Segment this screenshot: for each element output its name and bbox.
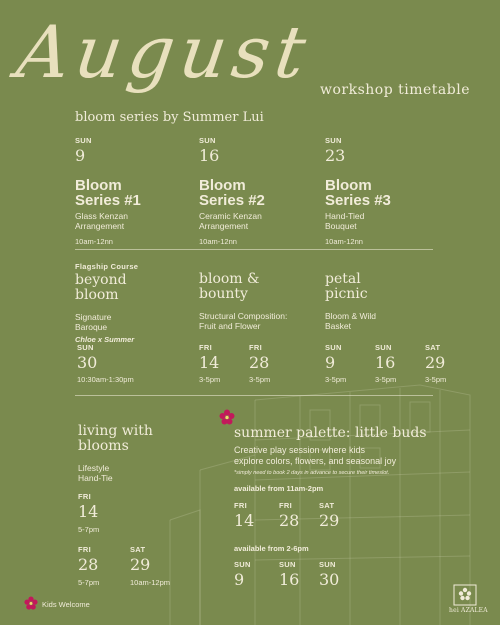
month-title: August — [12, 10, 317, 94]
bloom-bounty-session-1 — [199, 343, 220, 384]
little-buds-title: summer palette: little buds — [234, 425, 427, 441]
bloom-bounty-session-2 — [249, 343, 270, 384]
little-buds-group1-session-2 — [279, 501, 299, 529]
day-label: FRI — [199, 343, 212, 352]
date-number: 30 — [77, 353, 98, 372]
day-label: SUN — [77, 343, 94, 352]
desc-line1: Signature — [75, 312, 112, 322]
date-number: 29 — [319, 511, 340, 530]
day-label: FRI — [78, 545, 91, 554]
desc-line1: Bloom & Wild — [325, 311, 377, 321]
flagship-title-line2: bloom — [75, 287, 119, 303]
day-label: SAT — [130, 545, 146, 554]
living-session-1 — [78, 492, 99, 534]
bloom-title-line1: Bloom — [325, 177, 372, 194]
bloom-title-line1: Bloom — [75, 177, 122, 194]
desc-line2: Arrangement — [75, 221, 125, 231]
desc-line1: Hand-Tied — [325, 211, 365, 221]
time-range: 10am-12nn — [75, 237, 113, 246]
desc-line1: Structural Composition: — [199, 311, 288, 321]
brand-name: hei AZALEA — [449, 607, 488, 614]
day-label: SUN — [319, 560, 336, 569]
living-title-line1: living with — [78, 423, 153, 439]
bloom-series-2 — [199, 136, 309, 246]
little-buds-group1-session-3 — [319, 501, 339, 529]
day-label: SUN — [199, 136, 216, 145]
time-range: 10am-12pm — [130, 578, 171, 587]
little-buds-description — [234, 445, 454, 476]
time-range: 10:30am-1:30pm — [77, 375, 134, 384]
living-session-3 — [130, 545, 170, 587]
day-label: SUN — [375, 343, 392, 352]
date-number: 16 — [279, 570, 300, 589]
flagship-course — [75, 262, 195, 344]
little-buds-group2-session-2 — [279, 560, 299, 588]
little-buds-group2-session-1 — [234, 560, 251, 588]
date-number: 9 — [325, 353, 336, 372]
time-range: 5-7pm — [78, 525, 100, 534]
petal-picnic — [325, 272, 445, 331]
bloom-title-line2: Series #1 — [75, 192, 141, 209]
date-number: 16 — [375, 353, 396, 372]
bloom-title-line2: Series #3 — [325, 192, 391, 209]
flagship-session — [77, 343, 134, 384]
petal-picnic-session-1 — [325, 343, 346, 384]
time-range: 3-5pm — [199, 375, 221, 384]
desc-line1: Glass Kenzan — [75, 211, 128, 221]
day-label: SAT — [425, 343, 441, 352]
bloom-bounty — [199, 272, 329, 331]
day-label: SUN — [279, 560, 296, 569]
living-session-2 — [78, 545, 99, 587]
time-range: 3-5pm — [425, 375, 447, 384]
date-number: 29 — [130, 555, 151, 574]
bloom-title-line2: Series #2 — [199, 192, 265, 209]
little-buds-group2-session-3 — [319, 560, 339, 588]
desc-line1: Creative play session where kids — [234, 445, 366, 455]
bloom-series-3 — [325, 136, 435, 246]
bloom-title-line1: Bloom — [199, 177, 246, 194]
flower-icon — [219, 409, 235, 425]
date-number: 14 — [78, 502, 99, 521]
petal-picnic-title-line1: petal — [325, 271, 361, 287]
date-number: 9 — [234, 570, 245, 589]
date-number: 9 — [75, 146, 86, 165]
desc-line2: explore colors, flowers, and seasonal joy — [234, 456, 397, 466]
time-range: 3-5pm — [249, 375, 271, 384]
day-label: SUN — [325, 343, 342, 352]
divider — [75, 249, 433, 250]
petal-picnic-title-line2: picnic — [325, 286, 368, 302]
desc-line1: Lifestyle — [78, 463, 110, 473]
date-number: 30 — [319, 570, 340, 589]
day-label: SAT — [319, 501, 335, 510]
date-number: 28 — [78, 555, 99, 574]
date-number: 29 — [425, 353, 446, 372]
desc-line2: Bouquet — [325, 221, 357, 231]
day-label: SUN — [75, 136, 92, 145]
date-number: 28 — [249, 353, 270, 372]
time-range: 3-5pm — [375, 375, 397, 384]
brand-logo-icon — [452, 584, 478, 606]
desc-line1: Ceramic Kenzan — [199, 211, 262, 221]
date-number: 28 — [279, 511, 300, 530]
desc-line2: Hand-Tie — [78, 473, 113, 483]
series-by: bloom series by Summer Lui — [75, 110, 264, 125]
bloom-series-1 — [75, 136, 185, 246]
living-with-blooms — [78, 424, 208, 483]
flagship-credit: Chloe x Summer — [75, 335, 135, 344]
day-label: FRI — [279, 501, 292, 510]
time-range: 10am-12nn — [199, 237, 237, 246]
booking-note: *simply need to book 2 days in advance to secure their timeslot. — [234, 470, 390, 476]
day-label: SUN — [234, 560, 251, 569]
date-number: 23 — [325, 146, 346, 165]
divider — [75, 395, 433, 396]
time-range: 5-7pm — [78, 578, 100, 587]
date-number: 16 — [199, 146, 220, 165]
date-number: 14 — [234, 511, 255, 530]
day-label: FRI — [78, 492, 91, 501]
petal-picnic-session-2 — [375, 343, 396, 384]
group2-label: available from 2-6pm — [234, 544, 309, 553]
kids-flower-icon — [24, 596, 38, 610]
subtitle: workshop timetable — [320, 82, 470, 98]
bloom-bounty-title-line1: bloom & — [199, 271, 260, 287]
day-label: SUN — [325, 136, 342, 145]
flagship-tag: Flagship Course — [75, 262, 139, 271]
little-buds-group1-session-1 — [234, 501, 254, 529]
date-number: 14 — [199, 353, 220, 372]
bloom-bounty-title-line2: bounty — [199, 286, 248, 302]
desc-line2: Baroque — [75, 322, 108, 332]
kids-welcome: Kids Welcome — [42, 600, 90, 609]
flagship-title-line1: beyond — [75, 272, 127, 288]
day-label: FRI — [234, 501, 247, 510]
desc-line2: Arrangement — [199, 221, 249, 231]
living-title-line2: blooms — [78, 438, 129, 454]
time-range: 3-5pm — [325, 375, 347, 384]
group1-label: available from 11am-2pm — [234, 484, 324, 493]
desc-line2: Fruit and Flower — [199, 321, 261, 331]
petal-picnic-session-3 — [425, 343, 446, 384]
day-label: FRI — [249, 343, 262, 352]
desc-line2: Basket — [325, 321, 351, 331]
time-range: 10am-12nn — [325, 237, 363, 246]
